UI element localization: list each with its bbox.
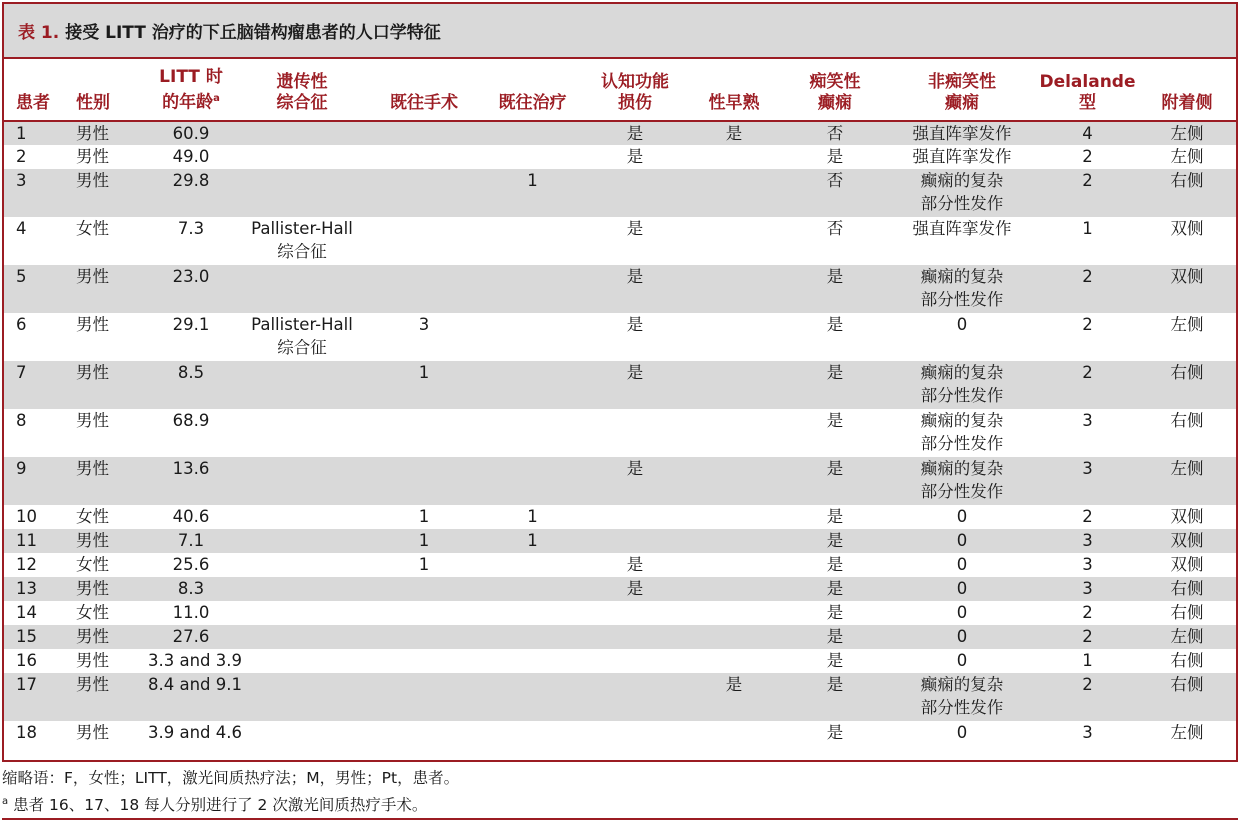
cell-laterality: 右侧 bbox=[1170, 675, 1204, 694]
cell-age: 49.0 bbox=[172, 147, 210, 166]
table-notes bbox=[2, 766, 459, 817]
cell-nongelastic: 癫痫的复杂 部分性发作 bbox=[920, 459, 1004, 501]
cell-age: 23.0 bbox=[172, 267, 210, 286]
cell-prior-surgery bbox=[368, 721, 480, 745]
cell-cognitive: 是 bbox=[626, 267, 644, 286]
cell-age: 25.6 bbox=[172, 555, 210, 574]
cell-prior-treatment bbox=[480, 721, 585, 745]
cell-cognitive: 是 bbox=[626, 315, 644, 334]
cell-patient: 11 bbox=[16, 531, 37, 550]
cell-precocious bbox=[685, 553, 783, 577]
abbreviations-note: 缩略语：F，女性；LITT，激光间质热疗法；M，男性；Pt，患者。 bbox=[2, 769, 460, 787]
header-nongelastic: 非痴笑性 癫痫 bbox=[928, 72, 996, 113]
cell-patient: 10 bbox=[16, 507, 37, 526]
cell-cognitive bbox=[585, 673, 685, 721]
cell-prior-treatment bbox=[480, 457, 585, 505]
cell-genetic bbox=[236, 409, 368, 457]
cell-prior-treatment bbox=[480, 145, 585, 169]
table-row bbox=[4, 313, 1236, 361]
cell-nongelastic: 强直阵挛发作 bbox=[912, 124, 1012, 143]
cell-sex: 男性 bbox=[76, 147, 109, 166]
cell-nongelastic: 癫痫的复杂 部分性发作 bbox=[920, 363, 1004, 405]
cell-patient: 16 bbox=[16, 651, 37, 670]
cell-genetic bbox=[236, 145, 368, 169]
cell-cognitive: 是 bbox=[626, 219, 644, 238]
cell-patient: 7 bbox=[16, 363, 27, 382]
cell-prior-surgery: 1 bbox=[418, 555, 430, 574]
cell-nongelastic: 0 bbox=[956, 555, 968, 574]
cell-precocious bbox=[685, 457, 783, 505]
cell-age: 29.1 bbox=[172, 315, 210, 334]
cell-nongelastic: 0 bbox=[956, 579, 968, 598]
cell-sex: 男性 bbox=[76, 579, 109, 598]
cell-sex: 男性 bbox=[76, 459, 109, 478]
cell-sex: 男性 bbox=[76, 171, 109, 190]
cell-laterality: 右侧 bbox=[1170, 411, 1204, 430]
header-prior-treatment: 既往治疗 bbox=[498, 93, 567, 113]
cell-gelastic: 否 bbox=[826, 219, 844, 238]
table-row bbox=[4, 577, 1236, 601]
table-row bbox=[4, 529, 1236, 553]
cell-delalande: 3 bbox=[1082, 723, 1093, 742]
cell-cognitive bbox=[585, 169, 685, 217]
cell-gelastic: 是 bbox=[826, 147, 844, 166]
cell-genetic: Pallister-Hall 综合征 bbox=[251, 219, 353, 261]
cell-prior-surgery bbox=[368, 577, 480, 601]
cell-delalande: 2 bbox=[1082, 147, 1093, 166]
cell-sex: 男性 bbox=[76, 267, 109, 286]
cell-sex: 女性 bbox=[76, 603, 109, 622]
header-prior-surgery: 既往手术 bbox=[390, 93, 458, 113]
cell-patient: 15 bbox=[16, 627, 37, 646]
cell-gelastic: 否 bbox=[826, 171, 844, 190]
cell-precocious: 是 bbox=[725, 675, 743, 694]
cell-sex: 男性 bbox=[76, 124, 109, 143]
cell-precocious bbox=[685, 625, 783, 649]
cell-delalande: 2 bbox=[1082, 171, 1093, 190]
header-laterality: 附着侧 bbox=[1161, 93, 1213, 113]
cell-delalande: 3 bbox=[1082, 579, 1093, 598]
cell-delalande: 2 bbox=[1082, 507, 1093, 526]
cell-delalande: 2 bbox=[1082, 315, 1093, 334]
header-patient: 患者 bbox=[16, 93, 50, 113]
cell-genetic bbox=[236, 721, 368, 745]
cell-laterality: 双侧 bbox=[1170, 219, 1204, 238]
cell-cognitive: 是 bbox=[626, 147, 644, 166]
table-row bbox=[4, 265, 1236, 313]
cell-gelastic: 是 bbox=[826, 363, 844, 382]
cell-sex: 男性 bbox=[76, 675, 109, 694]
cell-sex: 男性 bbox=[76, 315, 109, 334]
cell-prior-treatment bbox=[480, 313, 585, 361]
table-row bbox=[4, 409, 1236, 457]
cell-prior-treatment bbox=[480, 601, 585, 625]
table-row bbox=[4, 649, 1236, 673]
cell-gelastic: 是 bbox=[826, 531, 844, 550]
cell-age: 68.9 bbox=[172, 411, 210, 430]
cell-prior-treatment: 1 bbox=[527, 171, 538, 190]
cell-laterality: 左侧 bbox=[1170, 627, 1204, 646]
cell-cognitive: 是 bbox=[626, 459, 644, 478]
table-row bbox=[4, 169, 1236, 217]
cell-precocious bbox=[685, 145, 783, 169]
cell-prior-treatment bbox=[480, 265, 585, 313]
cell-prior-surgery: 3 bbox=[418, 315, 430, 334]
cell-age: 27.6 bbox=[172, 627, 210, 646]
table-frame bbox=[2, 2, 1238, 762]
table-row bbox=[4, 673, 1236, 721]
cell-prior-surgery: 1 bbox=[418, 531, 430, 550]
cell-patient: 14 bbox=[16, 603, 37, 622]
table-title-text: 接受 LITT 治疗的下丘脑错构瘤患者的人口学特征 bbox=[65, 23, 441, 43]
cell-cognitive: 是 bbox=[626, 124, 644, 143]
cell-delalande: 3 bbox=[1082, 459, 1093, 478]
cell-laterality: 双侧 bbox=[1170, 267, 1204, 286]
cell-genetic bbox=[236, 265, 368, 313]
cell-cognitive bbox=[585, 409, 685, 457]
table-row bbox=[4, 457, 1236, 505]
cell-sex: 女性 bbox=[76, 555, 109, 574]
cell-delalande: 1 bbox=[1082, 651, 1093, 670]
cell-sex: 男性 bbox=[76, 627, 109, 646]
table-row bbox=[4, 217, 1236, 265]
cell-prior-surgery bbox=[368, 649, 480, 673]
cell-prior-surgery bbox=[368, 673, 480, 721]
cell-patient: 1 bbox=[16, 124, 27, 143]
table-row bbox=[4, 601, 1236, 625]
cell-delalande: 3 bbox=[1082, 555, 1093, 574]
cell-laterality: 右侧 bbox=[1170, 363, 1204, 382]
cell-laterality: 右侧 bbox=[1170, 171, 1204, 190]
cell-sex: 男性 bbox=[76, 531, 109, 550]
table-number: 表 1. bbox=[18, 23, 60, 43]
cell-prior-treatment: 1 bbox=[527, 507, 538, 526]
cell-prior-surgery bbox=[368, 625, 480, 649]
cell-prior-treatment bbox=[480, 553, 585, 577]
cell-laterality: 双侧 bbox=[1170, 555, 1204, 574]
cell-age: 13.6 bbox=[172, 459, 210, 478]
cell-laterality: 左侧 bbox=[1170, 147, 1204, 166]
bottom-rule bbox=[2, 818, 1238, 820]
header-cognitive: 认知功能 损伤 bbox=[601, 72, 669, 113]
header-precocious: 性早熟 bbox=[708, 93, 760, 113]
cell-prior-treatment bbox=[480, 673, 585, 721]
cell-laterality: 左侧 bbox=[1170, 723, 1204, 742]
cell-delalande: 2 bbox=[1082, 603, 1093, 622]
table-row bbox=[4, 721, 1236, 745]
cell-age: 11.0 bbox=[172, 603, 210, 622]
cell-gelastic: 是 bbox=[826, 579, 844, 598]
cell-precocious bbox=[685, 721, 783, 745]
cell-patient: 2 bbox=[16, 147, 27, 166]
cell-prior-treatment bbox=[480, 361, 585, 409]
cell-delalande: 2 bbox=[1082, 363, 1093, 382]
cell-cognitive bbox=[585, 601, 685, 625]
cell-prior-treatment bbox=[480, 577, 585, 601]
cell-genetic bbox=[236, 601, 368, 625]
cell-precocious bbox=[685, 265, 783, 313]
cell-patient: 17 bbox=[16, 675, 37, 694]
cell-prior-surgery bbox=[368, 121, 480, 145]
cell-patient: 4 bbox=[16, 219, 27, 238]
cell-genetic bbox=[236, 505, 368, 529]
cell-prior-surgery bbox=[368, 265, 480, 313]
cell-prior-treatment: 1 bbox=[527, 531, 538, 550]
cell-laterality: 左侧 bbox=[1170, 315, 1204, 334]
cell-delalande: 4 bbox=[1082, 124, 1093, 143]
cell-precocious bbox=[685, 601, 783, 625]
cell-prior-surgery: 1 bbox=[418, 363, 430, 382]
header-genetic: 遗传性 综合征 bbox=[276, 72, 328, 113]
cell-laterality: 双侧 bbox=[1170, 531, 1204, 550]
cell-precocious bbox=[685, 169, 783, 217]
cell-delalande: 1 bbox=[1082, 219, 1093, 238]
cell-nongelastic: 强直阵挛发作 bbox=[912, 219, 1012, 238]
cell-age: 40.6 bbox=[172, 507, 210, 526]
cell-precocious bbox=[685, 361, 783, 409]
cell-delalande: 2 bbox=[1082, 267, 1093, 286]
table-row bbox=[4, 625, 1236, 649]
cell-genetic bbox=[236, 457, 368, 505]
cell-gelastic: 是 bbox=[826, 675, 844, 694]
cell-nongelastic: 癫痫的复杂 部分性发作 bbox=[920, 675, 1004, 717]
cell-delalande: 3 bbox=[1082, 531, 1093, 550]
cell-cognitive bbox=[585, 505, 685, 529]
cell-cognitive: 是 bbox=[626, 579, 644, 598]
table-body bbox=[4, 121, 1236, 745]
cell-age: 3.9 and 4.6 bbox=[148, 723, 243, 742]
header-delalande: Delalande 型 bbox=[1039, 72, 1136, 113]
cell-cognitive bbox=[585, 721, 685, 745]
cell-sex: 女性 bbox=[76, 219, 109, 238]
cell-nongelastic: 癫痫的复杂 部分性发作 bbox=[920, 267, 1004, 309]
cell-laterality: 左侧 bbox=[1170, 459, 1204, 478]
table-row bbox=[4, 121, 1236, 145]
cell-nongelastic: 0 bbox=[956, 603, 968, 622]
cell-cognitive bbox=[585, 625, 685, 649]
demographics-table bbox=[4, 59, 1236, 745]
cell-gelastic: 是 bbox=[826, 315, 844, 334]
cell-prior-surgery: 1 bbox=[418, 507, 430, 526]
cell-precocious bbox=[685, 313, 783, 361]
cell-nongelastic: 0 bbox=[956, 315, 968, 334]
cell-sex: 男性 bbox=[76, 411, 109, 430]
cell-prior-treatment bbox=[480, 649, 585, 673]
cell-gelastic: 是 bbox=[826, 459, 844, 478]
cell-precocious bbox=[685, 649, 783, 673]
cell-gelastic: 是 bbox=[826, 411, 844, 430]
cell-genetic bbox=[236, 553, 368, 577]
table-row bbox=[4, 505, 1236, 529]
cell-cognitive bbox=[585, 529, 685, 553]
cell-genetic bbox=[236, 361, 368, 409]
cell-nongelastic: 0 bbox=[956, 507, 968, 526]
cell-cognitive: 是 bbox=[626, 363, 644, 382]
cell-patient: 18 bbox=[16, 723, 37, 742]
header-gelastic: 痴笑性 癫痫 bbox=[809, 72, 861, 113]
table-row bbox=[4, 553, 1236, 577]
cell-patient: 12 bbox=[16, 555, 37, 574]
cell-delalande: 2 bbox=[1082, 675, 1093, 694]
cell-gelastic: 是 bbox=[826, 267, 844, 286]
cell-precocious bbox=[685, 505, 783, 529]
cell-prior-treatment bbox=[480, 217, 585, 265]
cell-precocious bbox=[685, 409, 783, 457]
cell-patient: 5 bbox=[16, 267, 27, 286]
cell-genetic bbox=[236, 169, 368, 217]
cell-laterality: 右侧 bbox=[1170, 579, 1204, 598]
cell-precocious bbox=[685, 577, 783, 601]
cell-gelastic: 是 bbox=[826, 723, 844, 742]
cell-patient: 8 bbox=[16, 411, 27, 430]
cell-prior-surgery bbox=[368, 457, 480, 505]
cell-prior-treatment bbox=[480, 409, 585, 457]
cell-cognitive: 是 bbox=[626, 555, 644, 574]
cell-gelastic: 是 bbox=[826, 507, 844, 526]
cell-genetic: Pallister-Hall 综合征 bbox=[251, 315, 353, 357]
cell-gelastic: 是 bbox=[826, 651, 844, 670]
cell-prior-surgery bbox=[368, 217, 480, 265]
cell-nongelastic: 癫痫的复杂 部分性发作 bbox=[920, 171, 1004, 213]
cell-prior-treatment bbox=[480, 625, 585, 649]
cell-nongelastic: 0 bbox=[956, 651, 968, 670]
cell-delalande: 3 bbox=[1082, 411, 1093, 430]
cell-cognitive bbox=[585, 649, 685, 673]
cell-nongelastic: 强直阵挛发作 bbox=[912, 147, 1012, 166]
cell-patient: 3 bbox=[16, 171, 27, 190]
cell-genetic bbox=[236, 625, 368, 649]
cell-sex: 男性 bbox=[76, 723, 109, 742]
cell-nongelastic: 0 bbox=[956, 531, 968, 550]
cell-age: 3.3 and 3.9 bbox=[148, 651, 243, 670]
cell-precocious bbox=[685, 217, 783, 265]
cell-age: 8.4 and 9.1 bbox=[148, 675, 243, 694]
cell-prior-treatment bbox=[480, 121, 585, 145]
cell-delalande: 2 bbox=[1082, 627, 1093, 646]
cell-age: 7.1 bbox=[177, 531, 205, 550]
footnote-a: $^a$ 患者 16、17、18 每人分别进行了 2 次激光间质热疗手术。 bbox=[2, 796, 428, 815]
table-row bbox=[4, 361, 1236, 409]
cell-precocious bbox=[685, 529, 783, 553]
cell-age: 29.8 bbox=[172, 171, 210, 190]
cell-genetic bbox=[236, 529, 368, 553]
cell-gelastic: 是 bbox=[826, 627, 844, 646]
cell-genetic bbox=[236, 649, 368, 673]
cell-sex: 男性 bbox=[76, 363, 109, 382]
cell-patient: 9 bbox=[16, 459, 27, 478]
cell-laterality: 右侧 bbox=[1170, 651, 1204, 670]
cell-sex: 男性 bbox=[76, 651, 109, 670]
cell-sex: 女性 bbox=[76, 507, 109, 526]
header-age: LITT 时 的年龄$^a$ bbox=[159, 67, 223, 113]
cell-patient: 13 bbox=[16, 579, 37, 598]
cell-patient: 6 bbox=[16, 315, 27, 334]
header-row bbox=[4, 59, 1236, 121]
cell-nongelastic: 0 bbox=[956, 627, 968, 646]
cell-prior-surgery bbox=[368, 601, 480, 625]
cell-gelastic: 是 bbox=[826, 603, 844, 622]
cell-gelastic: 是 bbox=[826, 555, 844, 574]
cell-age: 7.3 bbox=[177, 219, 205, 238]
cell-genetic bbox=[236, 673, 368, 721]
cell-laterality: 双侧 bbox=[1170, 507, 1204, 526]
cell-genetic bbox=[236, 121, 368, 145]
cell-nongelastic: 癫痫的复杂 部分性发作 bbox=[920, 411, 1004, 453]
cell-prior-surgery bbox=[368, 409, 480, 457]
cell-gelastic: 否 bbox=[826, 124, 844, 143]
cell-prior-surgery bbox=[368, 145, 480, 169]
cell-laterality: 左侧 bbox=[1170, 124, 1204, 143]
cell-laterality: 右侧 bbox=[1170, 603, 1204, 622]
cell-genetic bbox=[236, 577, 368, 601]
cell-age: 60.9 bbox=[172, 124, 210, 143]
cell-precocious: 是 bbox=[725, 124, 743, 143]
cell-nongelastic: 0 bbox=[956, 723, 968, 742]
cell-prior-surgery bbox=[368, 169, 480, 217]
header-sex: 性别 bbox=[76, 93, 110, 113]
cell-age: 8.3 bbox=[177, 579, 205, 598]
cell-age: 8.5 bbox=[177, 363, 205, 382]
table-title bbox=[4, 4, 1236, 59]
table-row bbox=[4, 145, 1236, 169]
